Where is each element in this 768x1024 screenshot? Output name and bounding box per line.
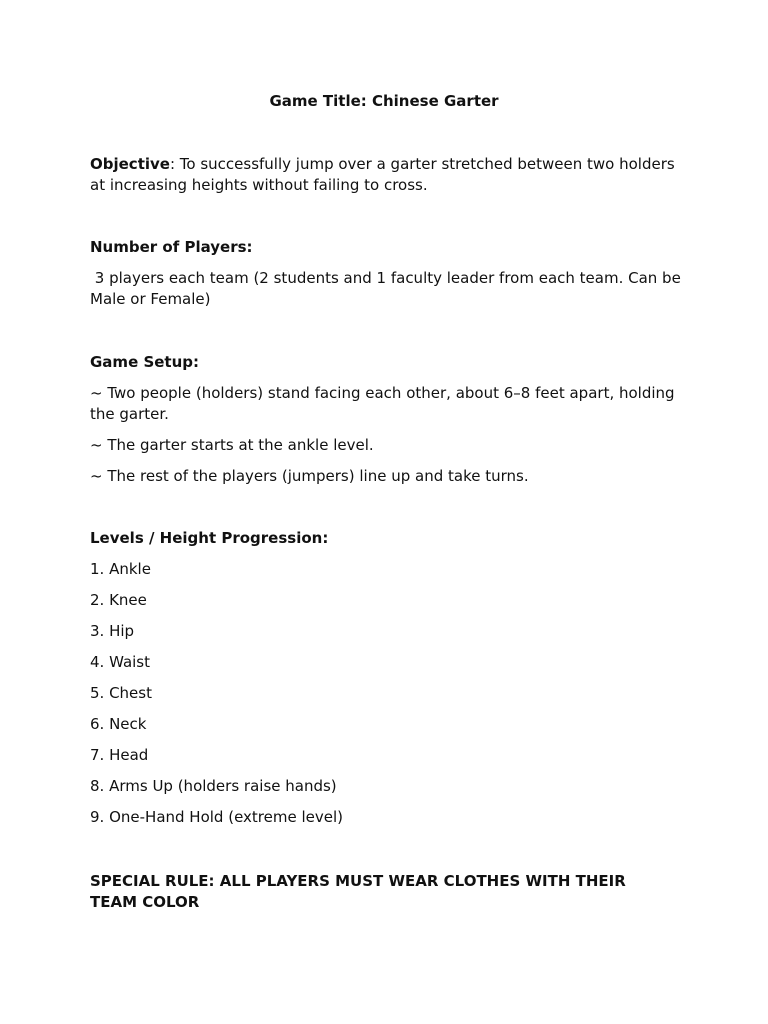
players-heading: Number of Players: (90, 238, 253, 256)
level-item: 2. Knee (90, 591, 147, 609)
setup-item-3: ~ The rest of the players (jumpers) line up and take turns. (90, 467, 529, 485)
players-text: 3 players each team (2 students and 1 faculty leader from each team. Can be Male or Female) (90, 269, 686, 308)
level-item: 6. Neck (90, 715, 147, 733)
level-item: 4. Waist (90, 653, 151, 671)
levels-heading: Levels / Height Progression: (90, 529, 329, 547)
setup-heading: Game Setup: (90, 353, 200, 371)
objective-paragraph (90, 154, 690, 196)
setup-item-2: ~ The garter starts at the ankle level. (90, 436, 374, 454)
level-item: 5. Chest (90, 684, 152, 702)
level-item: 7. Head (90, 746, 149, 764)
special-rule: SPECIAL RULE: ALL PLAYERS MUST WEAR CLOTHES WITH THEIR TEAM COLOR (90, 872, 632, 911)
objective-label: Objective (90, 155, 170, 173)
level-item: 8. Arms Up (holders raise hands) (90, 777, 337, 795)
level-item: 9. One-Hand Hold (extreme level) (90, 808, 343, 826)
level-item: 3. Hip (90, 622, 135, 640)
game-title: Game Title: Chinese Garter (269, 92, 499, 110)
objective-text: : To successfully jump over a garter stretched between two holders at increasing heights without failing to cross. (90, 155, 680, 194)
level-item: 1. Ankle (90, 560, 151, 578)
setup-item-1: ~ Two people (holders) stand facing each other, about 6–8 feet apart, holding the garter. (90, 384, 680, 423)
